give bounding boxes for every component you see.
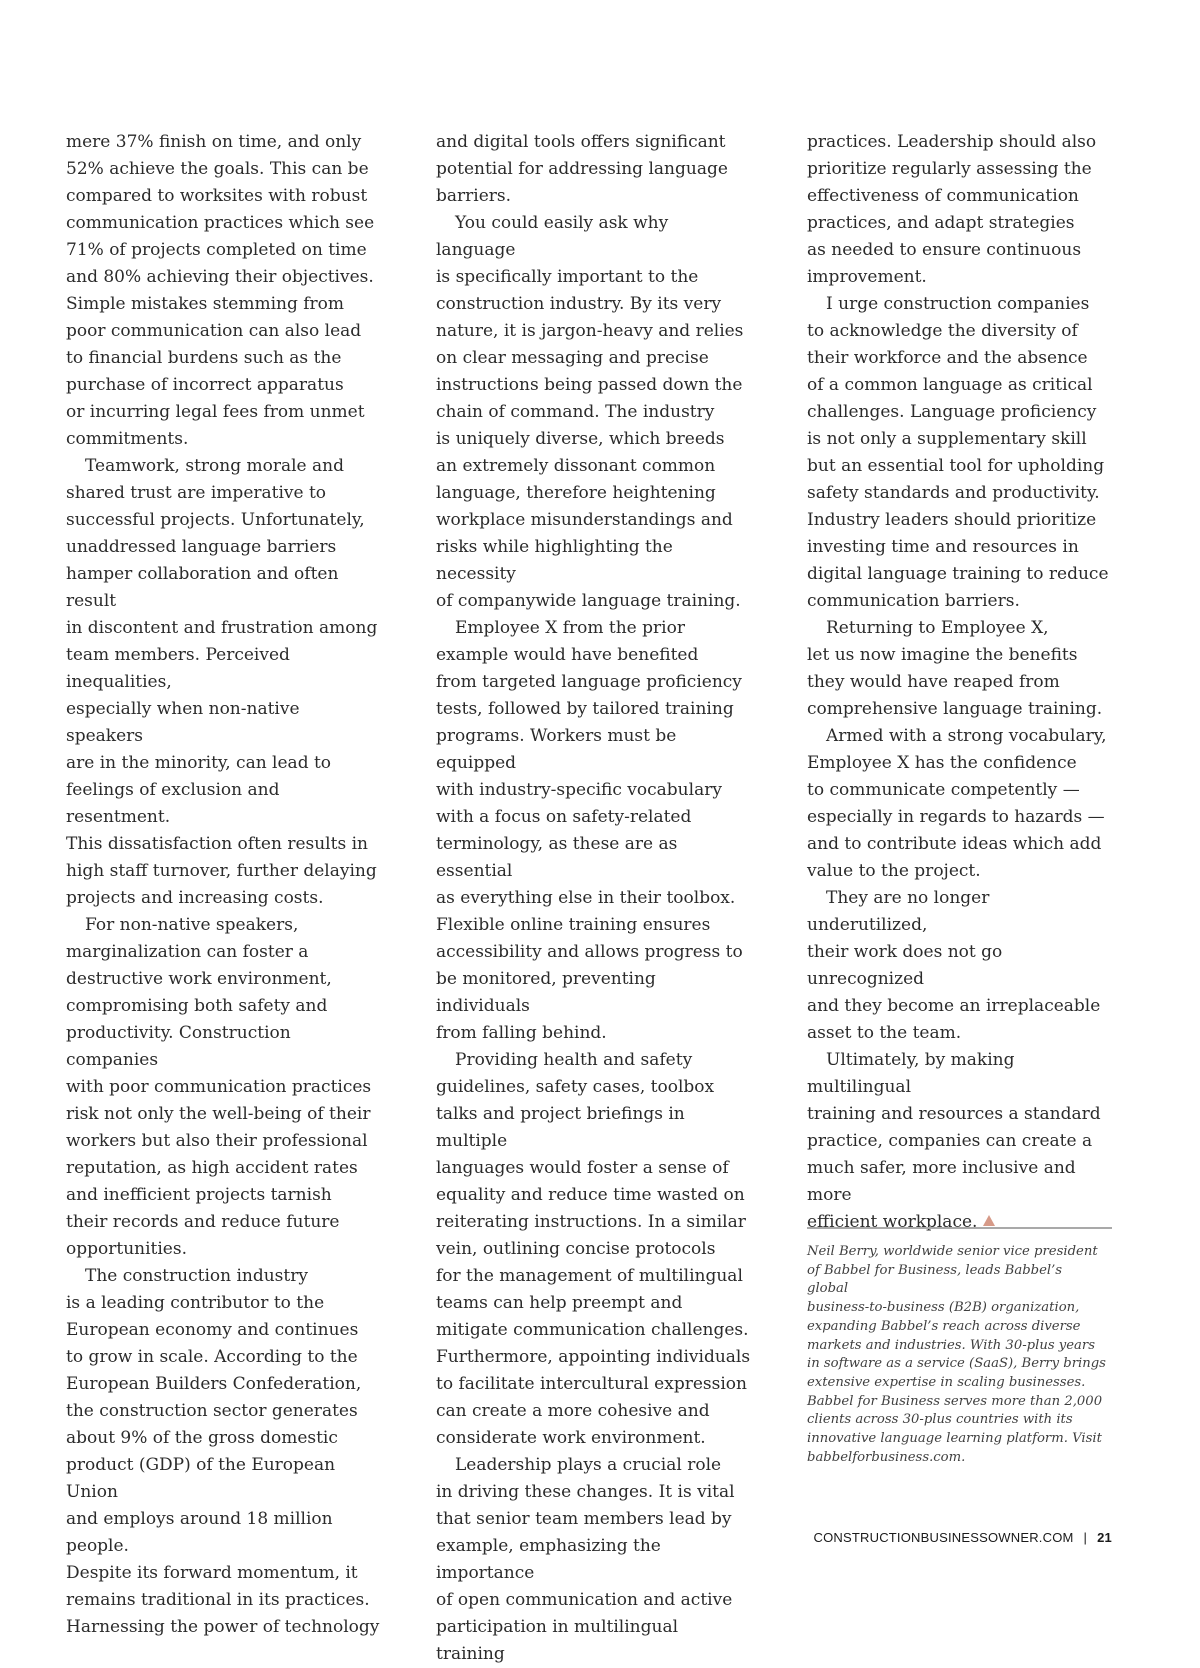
paragraph: I urge construction companies to acknowledge the diversity of their workforce and the absence of a common language as critical challenges. Language proficiency is not only a supplementary skill but an essential tool for upholding safety standards and productivity. Industry leaders should prioritize investing time and resources in digital language training to reduce communication barriers. bbox=[807, 294, 1109, 611]
paragraph: Leadership plays a crucial role in driving these changes. It is vital that senior team members lead by example, emphasizing the importance of open communication and active participation in multilingual training bbox=[436, 1455, 735, 1664]
paragraph: mere 37% finish on time, and only 52% achieve the goals. This can be compared to worksites with robust communication practices which see 71% of projects completed on time and 80% achieving their objectives. Simple mistakes stemming from poor communication can also lead to financial burdens such as the purchase of incorrect apparatus or incurring legal fees from unmet commitments. bbox=[66, 132, 375, 449]
paragraph: For non-native speakers, marginalization can foster a destructive work environment, compromising both safety and productivity. Construction companies with poor communication practices risk not only the well-being of their workers but also their professional reputation, as high accident rates and inefficient projects tarnish their records and reduce future opportunities. bbox=[66, 915, 372, 1259]
paragraph: Teamwork, strong morale and shared trust are imperative to successful projects. Unfortunately, unaddressed language barriers hamper collaboration and often result in discontent and frustration among team members. Perceived inequalities, especially when non-native speakers are in the minority, can lead to feelings of exclusion and resentment. This dissatisfaction often results in high staff turnover, further delaying projects and increasing costs. bbox=[66, 456, 378, 908]
paragraph-final-text: Ultimately, by making multilingual training and resources a standard practice, companies can create a much safer, more inclusive and more efficient workplace. bbox=[807, 1050, 1101, 1232]
article-column-3 bbox=[807, 129, 1112, 1236]
article-column-2 bbox=[436, 129, 751, 1668]
paragraph: The construction industry is a leading contributor to the European economy and continues to grow in scale. According to the European Builders Confederation, the construction sector generates about 9% of the gross domestic product (GDP) of the European Union and employs around 18 million people. Despite its forward momentum, it remains traditional in its practices. Harnessing the power of technology bbox=[66, 1266, 380, 1637]
footer-separator: | bbox=[1083, 1530, 1088, 1545]
paragraph: Returning to Employee X, let us now imagine the benefits they would have reaped from comprehensive language training. bbox=[807, 618, 1103, 719]
paragraph: and digital tools offers significant potential for addressing language barriers. bbox=[436, 132, 728, 206]
bio-divider bbox=[807, 1227, 1112, 1229]
footer-site: CONSTRUCTIONBUSINESSOWNER.COM bbox=[813, 1530, 1074, 1545]
page-footer bbox=[814, 1530, 1112, 1545]
article-column-1 bbox=[66, 129, 381, 1641]
author-bio: Neil Berry, worldwide senior vice president of Babbel for Business, leads Babbel’s global business-to-business (B2B) organization, expanding Babbel’s reach across diverse markets and industries. With 30-plus years in software as a service (SaaS), Berry brings extensive expertise in scaling businesses. Babbel for Business serves more than 2,000 clients across 30-plus countries with its innovative language learning platform. Visit babbelforbusiness.com. bbox=[807, 1244, 1106, 1465]
paragraph: Employee X from the prior example would have benefited from targeted language proficiency tests, followed by tailored training programs. Workers must be equipped with industry-specific vocabulary with a focus on safety-related terminology, as these are as essential as everything else in their toolbox. Flexible online training ensures accessibility and allows progress to be monitored, preventing individuals from falling behind. bbox=[436, 618, 743, 1043]
paragraph: You could easily ask why language is specifically important to the construction industry. By its very nature, it is jargon-heavy and relies on clear messaging and precise instructions being passed down the chain of command. The industry is uniquely diverse, which breeds an extremely dissonant common language, therefore heightening workplace misunderstandings and risks while highlighting the necessity of companywide language training. bbox=[436, 213, 744, 611]
paragraph: practices. Leadership should also prioritize regularly assessing the effectiveness of communication practices, and adapt strategies as needed to ensure continuous improvement. bbox=[807, 132, 1097, 287]
paragraph: Providing health and safety guidelines, safety cases, toolbox talks and project briefings in multiple languages would foster a sense of equality and reduce time wasted on reiterating instructions. In a similar vein, outlining concise protocols for the management of multilingual teams can help preempt and mitigate communication challenges. Furthermore, appointing individuals to facilitate intercultural expression can create a more cohesive and considerate work environment. bbox=[436, 1050, 751, 1448]
paragraph-final bbox=[807, 1047, 1112, 1236]
page-number: 21 bbox=[1097, 1530, 1112, 1545]
end-of-article-triangle-icon bbox=[983, 1215, 995, 1226]
paragraph: Armed with a strong vocabulary, Employee X has the confidence to communicate competently — especially in regards to hazards — and to contribute ideas which add value to the project. bbox=[807, 726, 1107, 881]
paragraph: They are no longer underutilized, their work does not go unrecognized and they become an irreplaceable asset to the team. bbox=[807, 888, 1101, 1043]
